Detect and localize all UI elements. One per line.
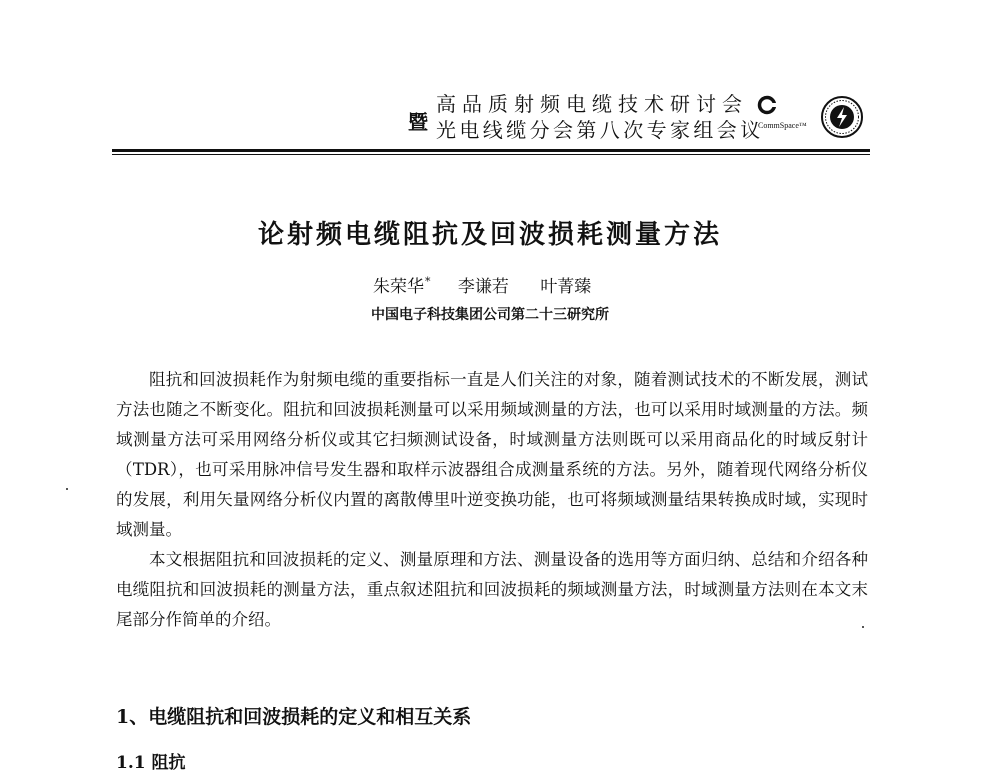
conference-title-line1: 高品质射频电缆技术研讨会	[436, 92, 748, 116]
author-name: 朱荣华*	[373, 275, 431, 297]
subsection-heading: 1.1 阻抗	[116, 753, 186, 773]
author-name: 叶菁臻	[540, 277, 592, 297]
paper-body	[116, 365, 868, 635]
author-name: 李谦若	[457, 277, 509, 297]
scan-speck	[862, 626, 864, 628]
body-paragraph: 阻抗和回波损耗作为射频电缆的重要指标一直是人们关注的对象，随着测试技术的不断发展，测试方法也随之不断变化。阻抗和回波损耗测量可以采用频域测量的方法，也可以采用时域测量的方法。频域测量方法可采用网络分析仪或其它扫频测试设备，时域测量方法则既可以采用商品化的时域反射计（TDR），也可采用脉冲信号发生器和取样示波器组合成测量系统的方法。另外，随着现代网络分析仪的发展，利用矢量网络分析仪内置的离散傅里叶逆变换功能，也可将频域测量结果转换成时域，实现时域测量。	[116, 370, 868, 539]
scan-speck	[66, 488, 68, 490]
section-heading: 1、电缆阻抗和回波损耗的定义和相互关系	[116, 706, 472, 728]
conference-header	[400, 88, 764, 142]
author-list	[373, 272, 591, 297]
body-paragraph: 本文根据阻抗和回波损耗的定义、测量原理和方法、测量设备的选用等方面归纳、总结和介绍各种电缆阻抗和回波损耗的测量方法，重点叙述阻抗和回波损耗的频域测量方法，时域测量方法则在本文末尾部分作简单的介绍。	[116, 550, 868, 629]
header-divider	[112, 149, 870, 152]
commspace-logo-icon	[756, 94, 778, 116]
corresponding-author-mark: *	[425, 275, 431, 289]
association-seal-icon	[820, 95, 864, 139]
conference-prefix: 暨	[408, 110, 428, 134]
author-affiliation: 中国电子科技集团公司第二十三研究所	[371, 307, 609, 323]
paper-title: 论射频电缆阻抗及回波损耗测量方法	[257, 220, 722, 250]
conference-title-line2: 光电线缆分会第八次专家组会议	[436, 118, 764, 142]
commspace-logo-text: CommSpace™	[758, 121, 807, 130]
header-divider-thin	[112, 154, 870, 155]
